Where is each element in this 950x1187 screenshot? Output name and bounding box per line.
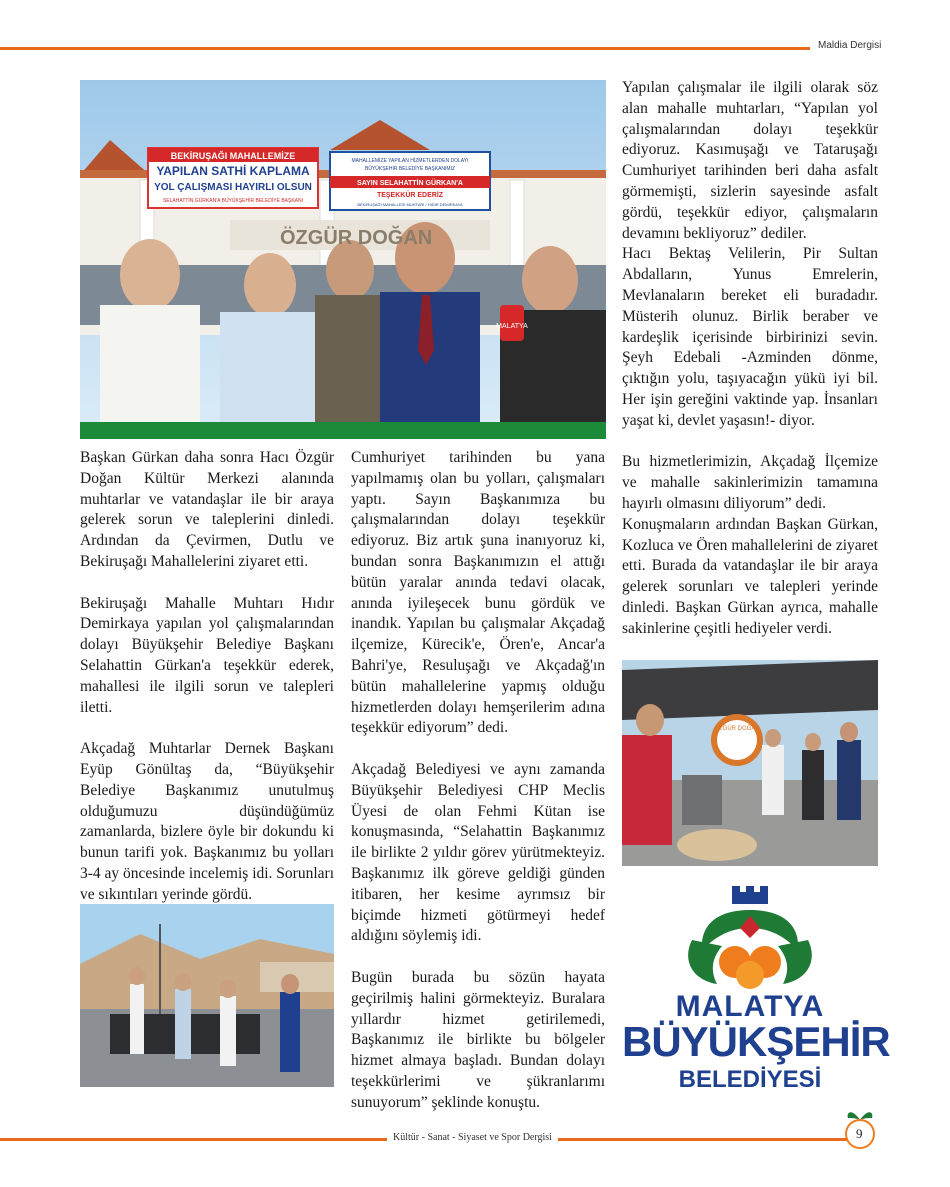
- paragraph: Bugün burada bu sözün hayata geçirilmiş halini görmekteyiz. Buralara yıllardır hizmet getirilemedi, Başkanımız ile birlikte bu bölgeler hizmet almaya başladı. Bundan dolayı teşekkürlerimi ve şükranlarımı sunuyorum” şeklinde konuştu.: [351, 968, 605, 1111]
- ceremony-sign: ÖZGÜR DOĞAN: [714, 726, 760, 732]
- logo-emblem-icon: [622, 880, 878, 990]
- text-column-2: [351, 448, 605, 1114]
- photo-caption-band: [80, 422, 606, 439]
- paragraph: Bu hizmetlerimizin, Akçadağ İlçemize ve mahalle sakinlerimizin tamamına hayırlı olmasını diliyorum” dedi.: [622, 453, 878, 512]
- magazine-name: Maldia Dergisi: [818, 40, 882, 51]
- paragraph: Yapılan çalışmalar ile ilgili olarak söz alan mahalle muhtarları, “Yapılan yol çalışmalarından dolayı teşekkür ediyoruz. Kasımuşağı ve Tataruşağı Cumhuriyet tarihinden beri daha asfalt görmemişti, sizlerin sayesinde asfalt gördü, teşekkür ediyor, çalışmaların devamını bekliyoruz” dediler.: [622, 79, 878, 242]
- header-rule: [0, 47, 810, 50]
- page-number: 9: [856, 1126, 863, 1141]
- footer-tagline: Kültür - Sanat - Siyaset ve Spor Dergisi: [387, 1132, 558, 1143]
- ceremony-photo: [622, 660, 878, 866]
- banner-right-line1: MAHALLEMİZE YAPILAN HİZMETLERDEN DOLAYI: [351, 158, 469, 164]
- building-sign: ÖZGÜR DOĞAN: [280, 227, 433, 249]
- logo-text-malatya: MALATYA: [675, 990, 825, 1023]
- road-visit-photo: [80, 904, 334, 1087]
- paragraph: Konuşmaların ardından Başkan Gürkan, Kozluca ve Ören mahallelerini de ziyaret etti. Burada da vatandaşlar ile bir araya gelerek sorunları ve talepleri yerinde dinledi. Başkan Gürkan ayrıca, mahalle sakinlerine çeşitli hediyeler verdi.: [622, 515, 878, 637]
- paragraph: Hacı Bektaş Velilerin, Pir Sultan Abdalların, Yunus Emrelerin, Mevlanaların bereket eli buradadır. Müsterih olunuz. Birlik beraber ve kardeşlik içerisinde birbirinizi sevin. Şeyh Edebali -Azminden dönme, çıktığın yolu, taşıyacağın yükü iyi bil. Her işin gereğini vaktinde yap. İnsanları yaşat ki, devlet yaşasın!- diyor.: [622, 245, 878, 429]
- paragraph: Akçadağ Belediyesi ve aynı zamanda Büyükşehir Belediyesi CHP Meclis Üyesi de olan Fehmi Kütan ise konuşmasında, “Selahattin Başkanımız ile birlikte 2 yıldır görev yürütmekteyiz. Başkanımız ilk göreve geldiği günden itibaren, her kesime ayrımsız bir biçimde hizmeti götürmeyi hedef aldığını söylemiş idi.: [351, 760, 605, 945]
- paragraph: Cumhuriyet tarihinden bu yana yapılmamış olan bu yolları, çalışmaları yaptı. Sayın Başkanımıza bu çalışmalarından dolayı teşekkür ediyoruz. Biz artık şuna inanıyoruz ki, bundan sonra Başkanımızın el attığı bütün yaralar anında tedavi olacak, anında iyileşecek bunu gördük ve inandık. Yapılan bu çalışmalar Akçadağ ilçemize, Kürecik'e, Ören'e, Ancar'a Bahri'ye, Resuluşağı ve Akçadağ'ın bütün mahallelerine yapmış olduğu hizmetlerden dolayı hemşerilerim adına teşekkür ediyorum” dedi.: [351, 449, 605, 737]
- banner-left-line1: BEKİRUŞAĞI MAHALLEMİZE: [170, 151, 296, 161]
- banner-left-line2: YAPILAN SATHİ KAPLAMA: [156, 164, 310, 178]
- logo-text-buyuksehir: BÜYÜKŞEHİR: [622, 1018, 890, 1065]
- main-photo: [80, 80, 606, 422]
- paragraph: Başkan Gürkan daha sonra Hacı Özgür Doğan Kültür Merkezi alanında muhtarlar ve vatandaşlar ile bir araya gelerek sorun ve taleplerini dinledi. Ardından da Çevirmen, Dutlu ve Bekiruşağı Mahallelerini ziyaret etti.: [80, 449, 334, 570]
- text-column-1: [80, 448, 334, 926]
- banner-right-line3: SAYIN SELAHATTİN GÜRKAN'A: [357, 180, 463, 187]
- paragraph: Akçadağ Muhtarlar Dernek Başkanı Eyüp Gönültaş da, “Büyükşehir Belediye Başkanımız unutulmuş olduğumuzu düşündüğümüz zamanlarda, bizlere öyle bir dokundu ki bunun tarifi yok. Başkanımız bu yolları 3-4 ay öncesinde incelemiş idi. Sorunları ve sıkıntıları yerinde gördü.: [80, 740, 334, 903]
- banner-right-line4: TEŞEKKÜR EDERİZ: [376, 192, 444, 199]
- banner-left-line3: YOL ÇALIŞMASI HAYIRLI OLSUN: [154, 182, 312, 193]
- malatya-buyuksehir-logo: [622, 880, 890, 1093]
- logo-text-belediyesi: BELEDİYESİ: [678, 1066, 822, 1093]
- paragraph: Bekiruşağı Mahalle Muhtarı Hıdır Demirkaya yapılan yol çalışmalarından dolayı Büyükşehir Belediye Başkanı Selahattin Gürkan'a teşekkür ederek, mahallesi ile ilgili sorun ve talepleri iletti.: [80, 594, 334, 716]
- banner-right-line2: BÜYÜKŞEHİR BELEDİYE BAŞKANIMIZ: [364, 166, 456, 172]
- mic-label: MALATYA: [496, 323, 528, 330]
- text-column-3: [622, 78, 878, 640]
- banner-right-line5: BEKİRUŞAĞI MAHALLESİ MUHTARI / HIDIR DEMİRKAYA: [357, 202, 463, 207]
- banner-left-line4: SELAHATTİN GÜRKAN'A BÜYÜKŞEHİR BELEDİYE BAŞKANI: [162, 198, 304, 204]
